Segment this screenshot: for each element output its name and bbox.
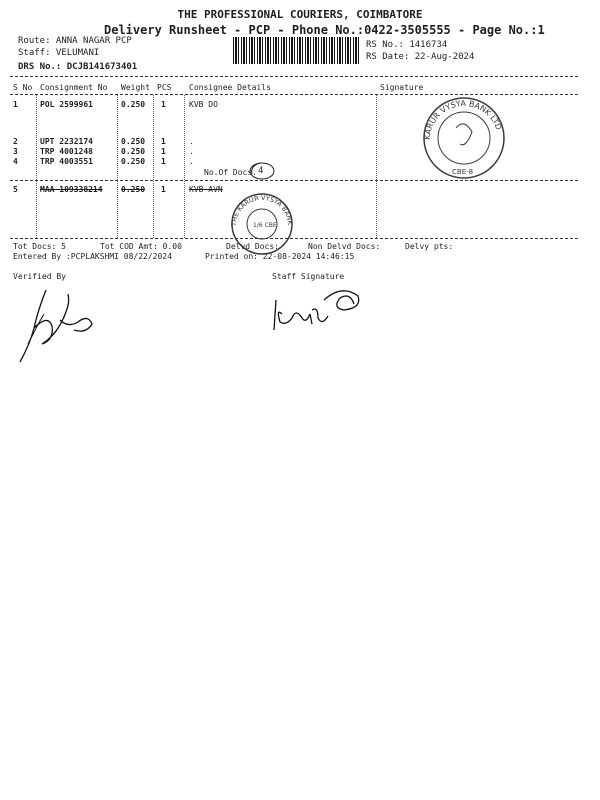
no-of-docs-label: No.Of Docs. xyxy=(204,168,257,177)
table-cell-weight: 0.250 xyxy=(121,157,146,166)
table-cell-sno: 2 xyxy=(13,137,18,146)
route-label: Route: ANNA NAGAR PCP xyxy=(18,36,132,46)
table-cell-consignee: KVB AVN xyxy=(189,185,223,194)
entered-by: Entered By :PCPLAKSHMI 08/22/2024 xyxy=(13,252,172,261)
delvd-docs: Delvd Docs: xyxy=(226,242,279,251)
table-cell-pcs: 1 xyxy=(161,157,166,166)
column-line xyxy=(184,95,185,238)
col-header-consignment: Consignment No xyxy=(40,83,108,92)
table-cell-weight: 0.250 xyxy=(121,137,146,146)
bank-seal-stamp-icon xyxy=(416,88,512,184)
no-of-docs-value: 4 xyxy=(258,166,264,176)
verified-by-label: Verified By xyxy=(13,272,66,281)
rs-number: RS No.: 1416734 xyxy=(366,40,448,50)
tot-cod: Tot COD Amt: 0.00 xyxy=(100,242,182,251)
tot-docs: Tot Docs: 5 xyxy=(13,242,66,251)
col-header-pcs: PCS xyxy=(157,83,172,92)
barcode xyxy=(233,37,361,64)
column-line xyxy=(153,95,154,238)
staff-signature-label: Staff Signature xyxy=(272,272,345,281)
bank-seal-stamp-icon xyxy=(228,190,296,258)
delvy-pts: Delvy pts: xyxy=(405,242,454,251)
runsheet-subtitle: Delivery Runsheet - PCP - Phone No.:0422-3505555 - Page No.:1 xyxy=(104,23,545,37)
table-cell-pcs: 1 xyxy=(161,100,166,109)
table-cell-pcs: 1 xyxy=(161,147,166,156)
svg-text:KARUR VYSYA BANK LTD: KARUR VYSYA BANK LTD xyxy=(422,98,504,141)
printed-on: Printed on: 22-08-2024 14:46:15 xyxy=(205,252,355,261)
staff-signature-icon xyxy=(262,278,372,338)
verified-signature-icon xyxy=(8,284,100,368)
svg-text:1/6 CBE: 1/6 CBE xyxy=(253,222,277,229)
table-cell-sno: 3 xyxy=(13,147,18,156)
table-cell-weight: 0.250 xyxy=(121,147,146,156)
rs-date: RS Date: 22-Aug-2024 xyxy=(366,52,475,62)
table-cell-consignee: . xyxy=(189,157,194,166)
table-cell-consignment: TRP 4003551 xyxy=(40,157,93,166)
svg-text:CBE-8: CBE-8 xyxy=(452,168,474,176)
svg-text:THE KARUR VYSYA BANK: THE KARUR VYSYA BANK xyxy=(229,193,295,227)
divider xyxy=(10,76,578,77)
col-header-consignee: Consignee Details xyxy=(189,83,271,92)
table-cell-consignment: TRP 4001248 xyxy=(40,147,93,156)
table-cell-sno: 4 xyxy=(13,157,18,166)
col-header-signature: Signature xyxy=(380,83,424,92)
circle-mark-icon xyxy=(248,160,276,182)
column-line xyxy=(376,95,377,238)
table-cell-consignment: MAA 109338214 xyxy=(40,185,103,194)
table-cell-consignee: . xyxy=(189,137,194,146)
col-header-sno: S No xyxy=(13,83,33,92)
table-cell-consignee: KVB DO xyxy=(189,100,218,109)
table-cell-consignee: . xyxy=(189,147,194,156)
non-delvd-docs: Non Delvd Docs: xyxy=(308,242,381,251)
table-cell-consignment: UPT 2232174 xyxy=(40,137,93,146)
table-cell-pcs: 1 xyxy=(161,185,166,194)
company-title: THE PROFESSIONAL COURIERS, COIMBATORE xyxy=(177,8,423,21)
table-cell-sno: 5 xyxy=(13,185,18,194)
table-cell-weight: 0.250 xyxy=(121,100,146,109)
column-line xyxy=(36,95,37,238)
col-header-weight: Weight xyxy=(121,83,150,92)
table-cell-sno: 1 xyxy=(13,100,18,109)
column-line xyxy=(117,95,118,238)
table-cell-weight: 0.250 xyxy=(121,185,146,194)
staff-label: Staff: VELUMANI xyxy=(18,48,100,58)
table-cell-consignment: POL 2599961 xyxy=(40,100,93,109)
table-cell-pcs: 1 xyxy=(161,137,166,146)
drs-number: DRS No.: DCJB141673401 xyxy=(18,62,138,72)
